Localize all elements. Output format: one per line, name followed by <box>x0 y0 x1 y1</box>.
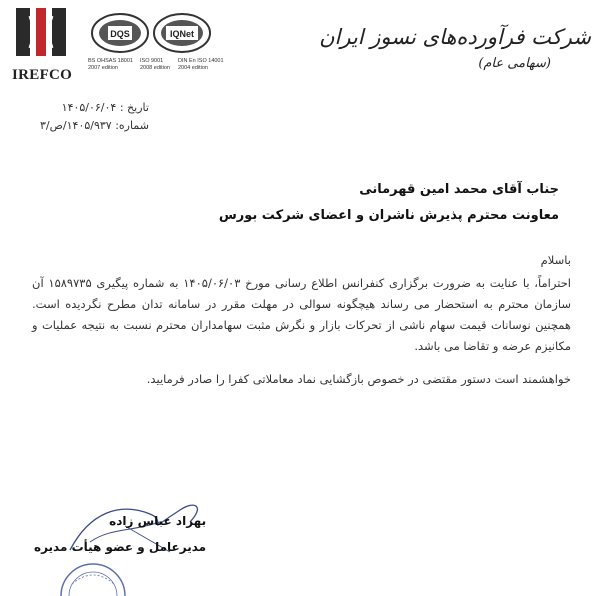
company-name: شرکت فرآورده‌های نسوز ایران <box>319 25 591 49</box>
company-stamp <box>58 556 128 596</box>
greeting: باسلام <box>540 253 571 267</box>
closing-request: خواهشمند است دستور مقتضی در خصوص بازگشایی نماد معاملاتی کفرا را صادر فرمایید. <box>146 372 571 386</box>
addressee-title: معاونت محترم پذیرش ناشران و اعضای شرکت بورس <box>218 208 559 223</box>
addressee-name: جناب آقای محمد امین قهرمانی <box>359 182 559 197</box>
brand-name: IREFCO <box>12 67 73 83</box>
signatory-title: مدیرعامل و عضو هیأت مدیره <box>34 540 207 554</box>
dqs-certification-icon <box>90 12 150 54</box>
cert-caption-iso14001: DIN En ISO 14001 2004 edition <box>178 58 224 71</box>
letter-date: تاریخ : ۱۴۰۵/۰۶/۰۴ <box>61 101 149 114</box>
letter-meta <box>40 99 149 135</box>
letter-number: شماره: ۱۴۰۵/۹۳۷/ص/۳ <box>40 119 149 132</box>
cert-caption-iso9001: ISO 9001 2008 edition <box>140 58 170 71</box>
irefco-logo <box>6 6 78 81</box>
company-heading <box>319 24 591 71</box>
svg-text:IQNet: IQNet <box>169 29 195 39</box>
cert-caption-ohsas: BS OHSAS 18001 2007 edition <box>88 58 133 71</box>
body-paragraph: احتراماً، با عنایت به ضرورت برگزاری کنفرانس اطلاع رسانی مورخ ۱۴۰۵/۰۶/۰۳ به شماره پیگیری ۱۵۸۹۷۳۵ آن سازمان محترم به استحضار می رساند هیچگونه سوالی در مهلت مقرر در سامانه تدان مطرح نگردیده است. همچنین نوسانات قیمت سهام ناشی از تحرکات بازار و نگرش مثبت سهامداران محترم نسبت به نتیجه عملیات و مکانیزم عرضه و تقاضا می باشد. <box>32 276 571 353</box>
iqnet-certification-icon <box>152 12 212 54</box>
signatory-name: بهراد عباس زاده <box>109 514 207 528</box>
company-type: (سهامی عام) <box>478 56 551 71</box>
letter-body <box>32 250 571 390</box>
irefco-logo-icon <box>12 6 70 58</box>
signature-block <box>34 508 206 560</box>
svg-text:DQS: DQS <box>110 29 130 39</box>
addressee <box>219 177 559 229</box>
